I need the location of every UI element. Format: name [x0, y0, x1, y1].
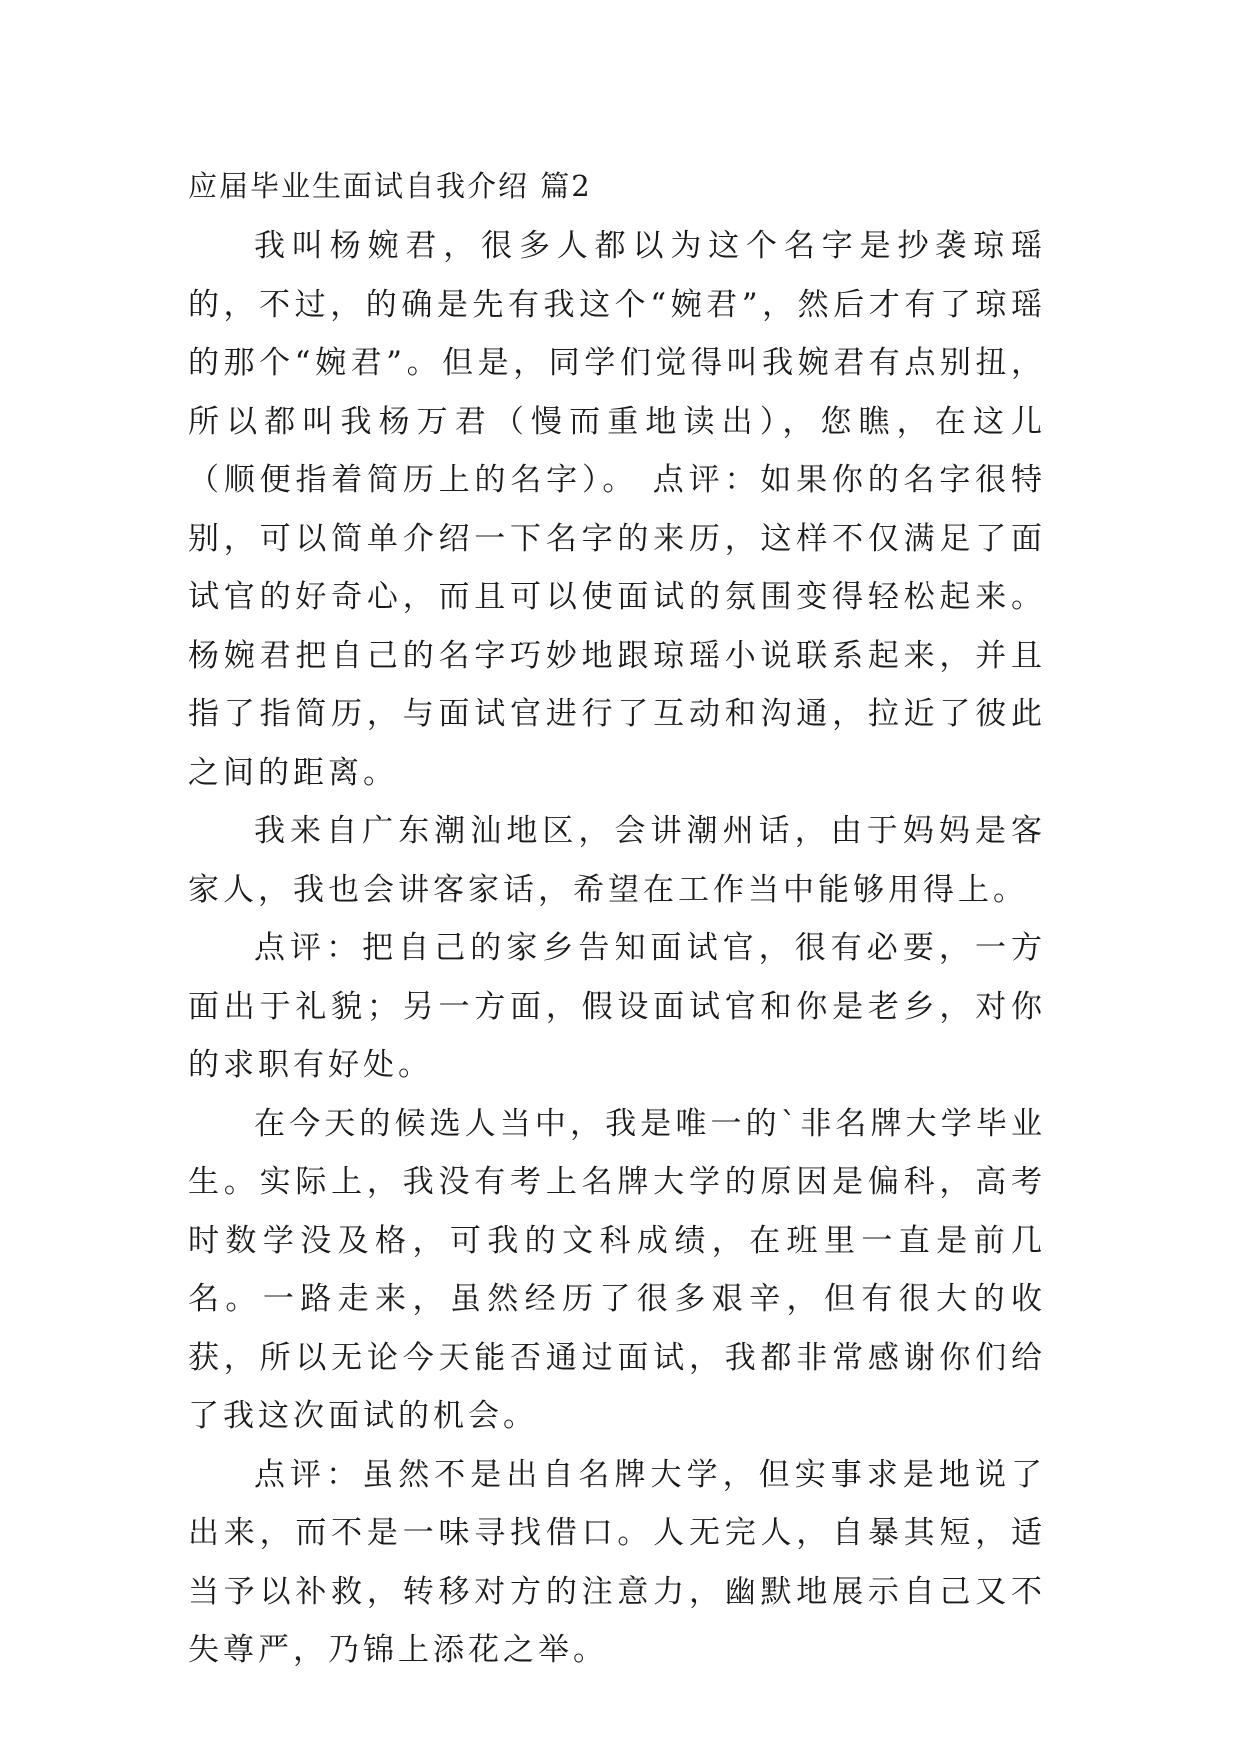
document-title: 应届毕业生面试自我介绍 篇2	[188, 169, 592, 203]
paragraph-hometown-comment: 点评：把自己的家乡告知面试官，很有必要，一方面出于礼貌；另一方面，假设面试官和你是老乡，对你的求职有好处。	[188, 930, 1046, 1083]
paragraph-name-intro: 我叫杨婉君，很多人都以为这个名字是抄袭琼瑶的，不过，的确是先有我这个“婉君”，然后才有了琼瑶的那个“婉君”。但是，同学们觉得叫我婉君有点别扭，所以都叫我杨万君（慢而重地读出），您瞧，在这儿（顺便指着简历上的名字）。 点评：如果你的名字很特别，可以简单介绍一下名字的来历，这样不仅满足了面试官的好奇心，而且可以使面试的氛围变得轻松起来。杨婉君把自己的名字巧妙地跟琼瑶小说联系起来，并且指了指简历，与面试官进行了互动和沟通，拉近了彼此之间的距离。	[188, 228, 1046, 791]
paragraph-hometown: 我来自广东潮汕地区，会讲潮州话，由于妈妈是客家人，我也会讲客家话，希望在工作当中能够用得上。	[188, 813, 1046, 908]
document-body	[188, 217, 1046, 1680]
paragraph-university: 在今天的候选人当中，我是唯一的`非名牌大学毕业生。实际上，我没有考上名牌大学的原因是偏科，高考时数学没及格，可我的文科成绩，在班里一直是前几名。一路走来，虽然经历了很多艰辛，但有很大的收获，所以无论今天能否通过面试，我都非常感谢你们给了我这次面试的机会。	[188, 1105, 1046, 1434]
paragraph-university-comment: 点评：虽然不是出自名牌大学，但实事求是地说了出来，而不是一味寻找借口。人无完人，自暴其短，适当予以补救，转移对方的注意力，幽默地展示自己又不失尊严，乃锦上添花之举。	[188, 1456, 1046, 1668]
